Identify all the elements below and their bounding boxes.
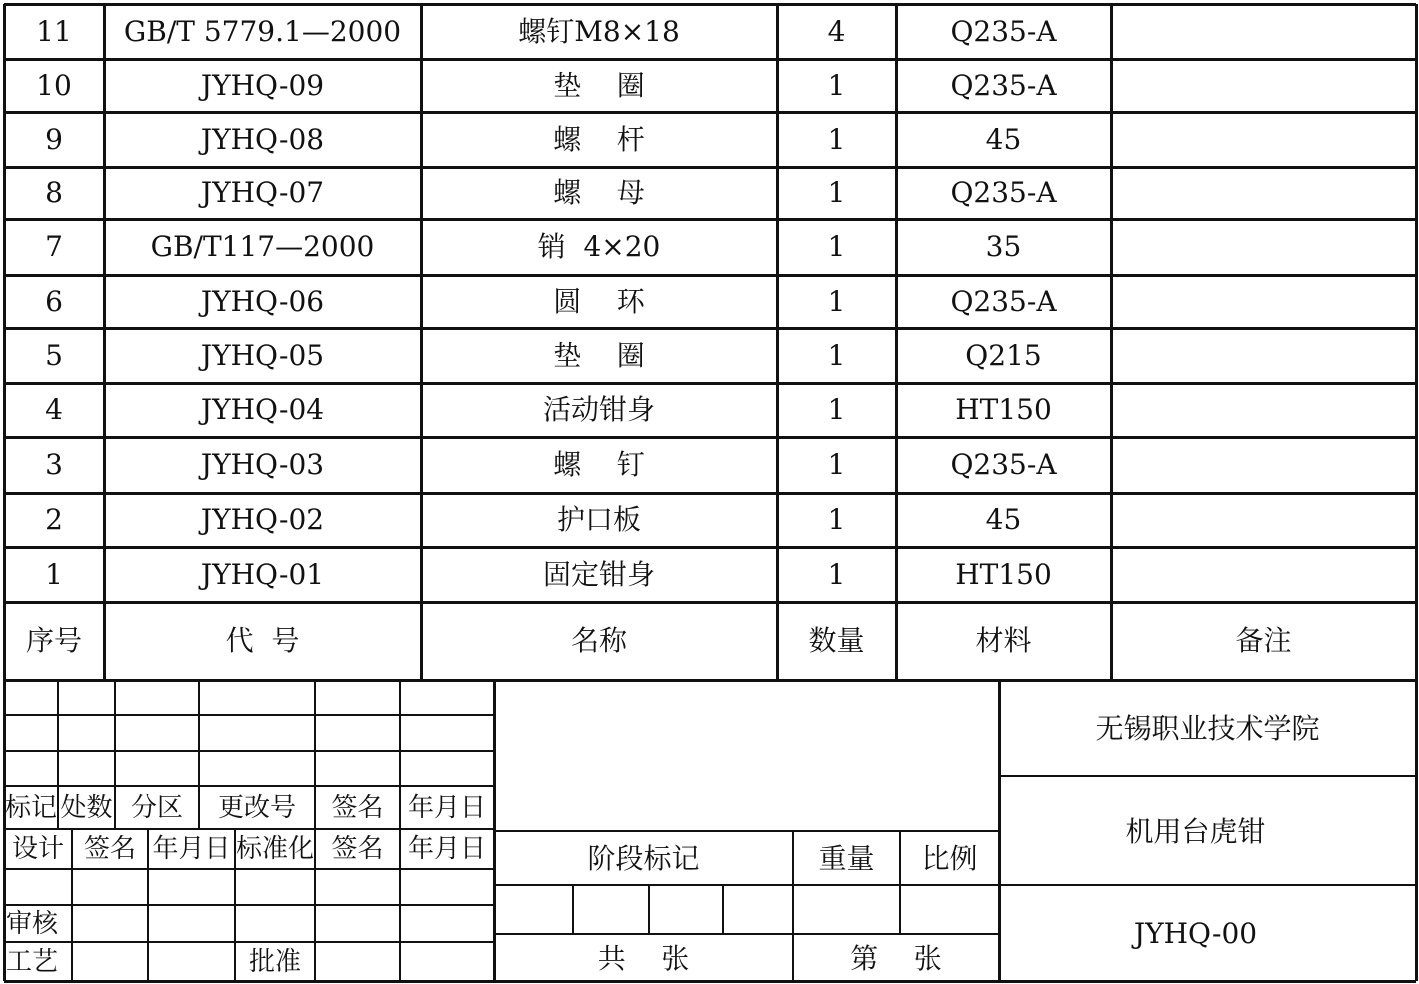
stage-mark-label: 阶段标记 — [587, 842, 700, 875]
parts-row-note — [1111, 6, 1416, 57]
parts-row-material: 45 — [985, 503, 1022, 536]
sign-header-signature2: 签名 — [331, 834, 384, 864]
sign-header-design: 设计 — [11, 834, 64, 864]
parts-row-code: JYHQ-07 — [200, 176, 325, 209]
parts-row-code: JYHQ-06 — [200, 284, 325, 318]
parts-row-no: 6 — [45, 284, 63, 318]
parts-header-code: 代 号 — [225, 624, 300, 657]
parts-header-qty: 数量 — [808, 624, 865, 657]
parts-header-note: 备注 — [1235, 624, 1292, 657]
parts-row-note — [1111, 277, 1416, 326]
sign-header-date: 年月日 — [152, 834, 231, 864]
parts-row-code: JYHQ-04 — [200, 393, 325, 426]
revision-header-count: 处数 — [60, 792, 113, 823]
revision-header-signature: 签名 — [331, 792, 384, 823]
parts-row-name: 圆 环 — [553, 284, 645, 318]
parts-row-qty: 1 — [827, 557, 846, 591]
parts-row-material: HT150 — [955, 393, 1052, 426]
parts-row-name: 螺 杆 — [553, 122, 645, 156]
organization-name: 无锡职业技术学院 — [1095, 712, 1320, 745]
revision-header-date: 年月日 — [407, 792, 486, 823]
revision-header-mark: 标记 — [4, 792, 57, 823]
grid-line — [648, 885, 650, 934]
parts-row-note — [1111, 439, 1416, 491]
sheet-number-label: 第 张 — [850, 941, 942, 975]
parts-row-note — [1111, 385, 1416, 435]
parts-row-qty: 1 — [827, 284, 846, 318]
grid-line — [4, 904, 494, 906]
parts-row-code: GB/T 5779.1—2000 — [123, 14, 402, 48]
drawing-number: JYHQ-00 — [1133, 917, 1258, 950]
sign-header-date2: 年月日 — [407, 834, 486, 864]
parts-row-no: 1 — [45, 557, 63, 591]
parts-row-note — [1111, 330, 1416, 381]
parts-row-material: 35 — [985, 230, 1022, 263]
parts-row-no: 5 — [45, 338, 63, 372]
parts-row-note — [1111, 549, 1416, 600]
parts-row-qty: 1 — [827, 176, 846, 209]
parts-row-qty: 4 — [827, 14, 846, 48]
parts-row-no: 8 — [45, 176, 63, 209]
parts-row-qty: 1 — [827, 448, 846, 481]
sign-header-standardize: 标准化 — [235, 834, 314, 864]
parts-row-no: 11 — [36, 14, 72, 48]
parts-row-name: 固定钳身 — [542, 557, 655, 591]
parts-row-name: 螺 母 — [553, 176, 645, 209]
parts-row-material: HT150 — [955, 557, 1052, 591]
parts-row-no: 9 — [45, 122, 63, 156]
grid-line — [722, 885, 724, 934]
parts-row-code: JYHQ-05 — [200, 338, 325, 372]
parts-row-material: 45 — [985, 122, 1022, 156]
parts-row-material: Q235-A — [950, 68, 1057, 102]
grid-line — [4, 750, 494, 752]
parts-row-code: JYHQ-01 — [200, 557, 325, 591]
parts-row-note — [1111, 221, 1416, 273]
parts-row-qty: 1 — [827, 230, 846, 263]
parts-row-qty: 1 — [827, 503, 846, 536]
parts-row-code: JYHQ-09 — [200, 68, 325, 102]
parts-row-name: 垫 圈 — [553, 68, 645, 102]
total-sheets-label: 共 张 — [597, 941, 690, 975]
parts-row-no: 7 — [45, 230, 63, 263]
drawing-title: 机用台虎钳 — [1125, 814, 1266, 848]
parts-row-name: 垫 圈 — [553, 338, 645, 372]
revision-header-zone: 分区 — [130, 792, 183, 823]
parts-row-code: GB/T117—2000 — [150, 230, 375, 263]
parts-header-material: 材料 — [975, 624, 1032, 657]
parts-header-no: 序号 — [25, 624, 82, 657]
parts-row-no: 4 — [45, 393, 63, 426]
parts-row-qty: 1 — [827, 122, 846, 156]
approve-label: 批准 — [248, 946, 301, 977]
parts-row-material: Q235-A — [950, 176, 1057, 209]
sign-header-signature: 签名 — [83, 834, 136, 864]
parts-row-qty: 1 — [827, 68, 846, 102]
grid-line — [4, 714, 494, 716]
revision-header-change_no: 更改号 — [217, 792, 296, 823]
process-label: 工艺 — [6, 946, 59, 977]
parts-row-name: 螺钉M8×18 — [518, 14, 680, 48]
parts-row-qty: 1 — [827, 393, 846, 426]
grid-line — [494, 830, 999, 832]
grid-line — [572, 885, 574, 934]
parts-row-name: 活动钳身 — [542, 393, 655, 426]
parts-row-code: JYHQ-08 — [200, 122, 325, 156]
parts-row-name: 销 4×20 — [537, 230, 661, 263]
parts-header-name: 名称 — [570, 624, 627, 657]
parts-row-name: 螺 钉 — [553, 448, 645, 481]
parts-row-note — [1111, 61, 1416, 110]
parts-row-qty: 1 — [827, 338, 846, 372]
parts-row-no: 3 — [45, 448, 63, 481]
parts-row-note — [1111, 169, 1416, 217]
parts-row-code: JYHQ-03 — [200, 448, 325, 481]
grid-line — [494, 933, 999, 935]
parts-row-material: Q235-A — [950, 448, 1057, 481]
parts-row-material: Q235-A — [950, 284, 1057, 318]
parts-row-material: Q215 — [965, 338, 1042, 372]
parts-row-note — [1111, 495, 1416, 545]
weight-label: 重量 — [818, 842, 875, 875]
parts-row-material: Q235-A — [950, 14, 1057, 48]
parts-row-code: JYHQ-02 — [200, 503, 325, 536]
parts-row-no: 10 — [36, 68, 72, 102]
scale-label: 比例 — [921, 842, 978, 875]
parts-row-name: 护口板 — [556, 503, 641, 536]
parts-row-note — [1111, 114, 1416, 165]
review-label: 审核 — [6, 908, 59, 939]
parts-row-no: 2 — [45, 503, 63, 536]
